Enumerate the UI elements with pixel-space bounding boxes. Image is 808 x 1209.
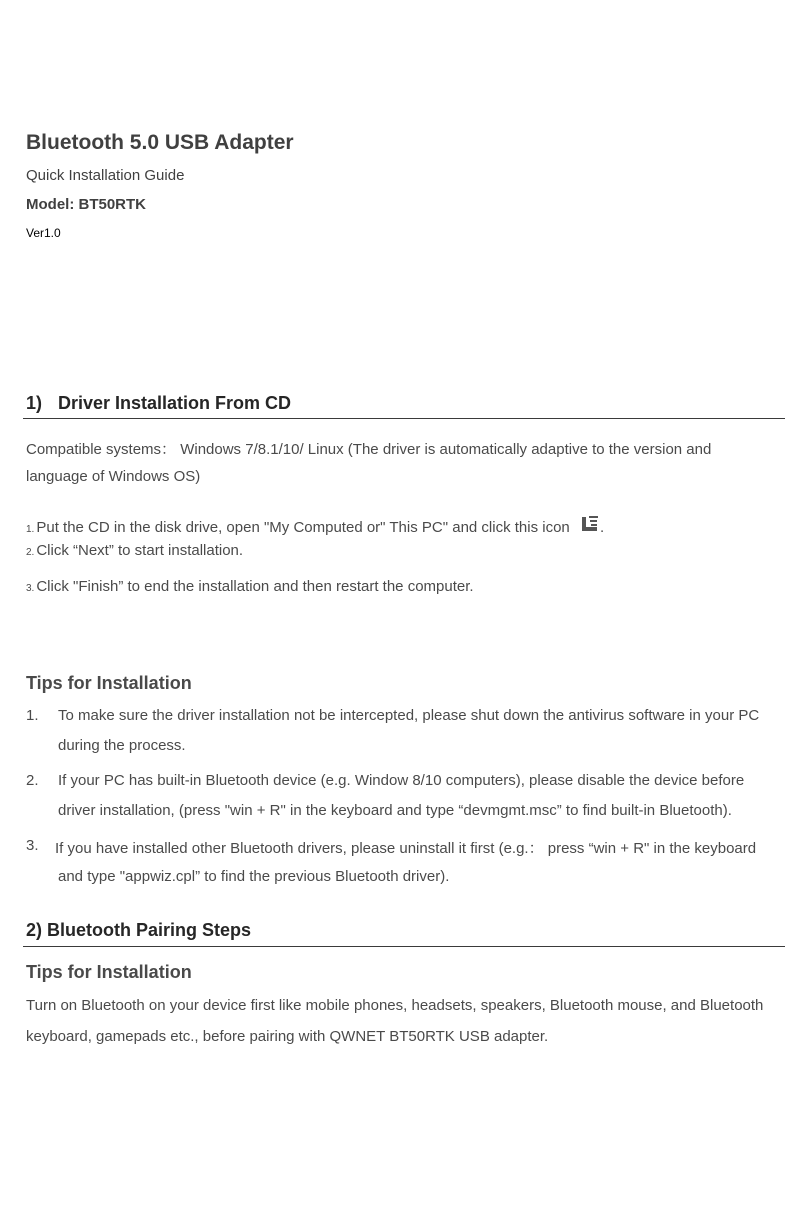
section2-heading: 2) Bluetooth Pairing Steps xyxy=(26,920,252,940)
version-text: Ver1.0 xyxy=(26,226,61,240)
pairing-line-2: keyboard, gamepads etc., before pairing with QWNET BT50RTK USB adapter. xyxy=(26,1028,549,1045)
tip-3-line-2: and type "appwiz.cpl” to find the previous Bluetooth driver). xyxy=(58,868,450,885)
step-1-suffix: . xyxy=(599,519,605,536)
compat-line-2: language of Windows OS) xyxy=(26,468,201,485)
tip-2-line-2: driver installation, (press "win + R" in the keyboard and type “devmgmt.msc” to find built-in Bluetooth). xyxy=(58,802,732,819)
step-1-number: 1. xyxy=(26,524,35,535)
section1-title: Driver Installation From CD xyxy=(58,393,292,413)
tips-heading-2: Tips for Installation xyxy=(26,962,192,982)
document-title: Bluetooth 5.0 USB Adapter xyxy=(26,131,294,154)
step-3 xyxy=(26,578,474,595)
step-1 xyxy=(26,514,604,538)
section1-heading xyxy=(26,393,291,414)
step-3-number: 3. xyxy=(26,583,35,594)
tip-2-number: 2. xyxy=(26,772,39,789)
step-2-text: Click “Next” to start installation. xyxy=(36,542,244,559)
tips-heading-1: Tips for Installation xyxy=(26,673,192,693)
tip-1-line-1: To make sure the driver installation not be intercepted, please shut down the antivirus software in your PC xyxy=(58,707,760,724)
setup-app-icon xyxy=(580,514,600,538)
pairing-line-1: Turn on Bluetooth on your device first like mobile phones, headsets, speakers, Bluetooth mouse, and Bluetooth xyxy=(26,997,764,1014)
section1-number: 1) xyxy=(26,393,43,413)
step-3-text: Click "Finish” to end the installation and then restart the computer. xyxy=(36,578,474,595)
tip-2-line-1: If your PC has built-in Bluetooth device (e.g. Window 8/10 computers), please disable the device before xyxy=(58,772,745,789)
tip-3-line-1: If you have installed other Bluetooth drivers, please uninstall it first (e.g.： press “win + R" in the keyboard xyxy=(55,840,757,857)
tip-1-number: 1. xyxy=(26,707,39,724)
section1-divider xyxy=(23,418,785,419)
compat-line-1: Compatible systems： Windows 7/8.1/10/ Linux (The driver is automatically adaptive to the version and xyxy=(26,441,712,458)
document-subtitle: Quick Installation Guide xyxy=(26,167,185,184)
step-2 xyxy=(26,542,243,559)
model-label: Model: xyxy=(26,196,79,213)
section2-divider xyxy=(23,946,785,947)
step-1-text: Put the CD in the disk drive, open "My Computed or" This PC" and click this icon xyxy=(36,519,570,536)
step-2-number: 2. xyxy=(26,547,35,558)
tip-3-number: 3. xyxy=(26,837,39,854)
model-value: BT50RTK xyxy=(78,196,147,213)
model-line xyxy=(26,196,146,213)
tip-1-line-2: during the process. xyxy=(58,737,186,754)
